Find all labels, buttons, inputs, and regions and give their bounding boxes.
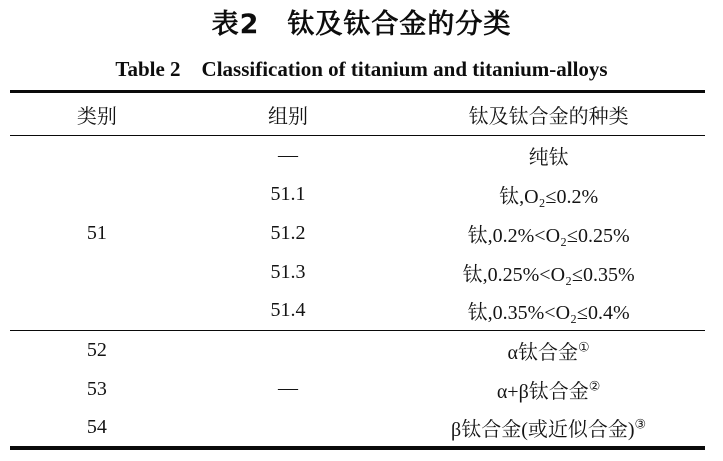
- kind-cell: [392, 409, 705, 448]
- kind-text: 钛,O₂≤0.2%: [499, 185, 599, 208]
- category-cell: 52: [86, 338, 107, 361]
- kind-text: α+β钛合金: [496, 380, 589, 403]
- kind-cell: [392, 292, 705, 331]
- kind-cell: [392, 214, 705, 253]
- kind-cell: [392, 253, 705, 292]
- category-cell: 53: [86, 377, 107, 400]
- titanium-classification-table: [10, 90, 705, 450]
- table-section-52-54: [10, 331, 705, 448]
- kind-cell: [392, 370, 705, 409]
- group-cell: 51.4: [270, 299, 306, 322]
- kind-text: 钛,0.25%<O₂≤0.35%: [462, 263, 635, 286]
- table-title-chinese: 表2 钛及钛合金的分类: [211, 9, 512, 40]
- table-row: [10, 331, 705, 370]
- kind-text: 纯钛: [528, 146, 569, 169]
- table-title-english: Table 2 Classification of titanium and titanium-alloys: [115, 57, 608, 81]
- col-header-category: 类别: [76, 105, 117, 128]
- footnote-mark: ②: [588, 377, 601, 393]
- group-cell: 51.1: [270, 182, 306, 205]
- col-header-group: 组别: [268, 105, 308, 128]
- kind-cell: [392, 175, 705, 214]
- header-row: [10, 92, 705, 136]
- kind-text: 钛,0.35%<O₂≤0.4%: [467, 302, 630, 325]
- group-cell: —: [278, 143, 298, 166]
- kind-text: α钛合金: [507, 341, 579, 364]
- kind-text: 钛,0.2%<O₂≤0.25%: [467, 224, 630, 247]
- kind-cell: [392, 136, 705, 175]
- col-header-kind: 钛及钛合金的种类: [468, 105, 629, 128]
- table-row: [10, 136, 705, 175]
- footnote-mark: ①: [578, 339, 590, 355]
- group-cell: 51.2: [270, 221, 306, 244]
- kind-cell: [392, 331, 705, 370]
- table-header: [10, 92, 705, 136]
- category-cell-51: 51: [86, 221, 107, 244]
- kind-text: β钛合金(或近似合金): [451, 418, 635, 441]
- table-section-51: [10, 136, 705, 331]
- category-cell: 54: [86, 415, 107, 438]
- footnote-mark: ③: [634, 415, 647, 431]
- group-cell: 51.3: [270, 260, 306, 283]
- group-cell-dash: —: [278, 376, 298, 399]
